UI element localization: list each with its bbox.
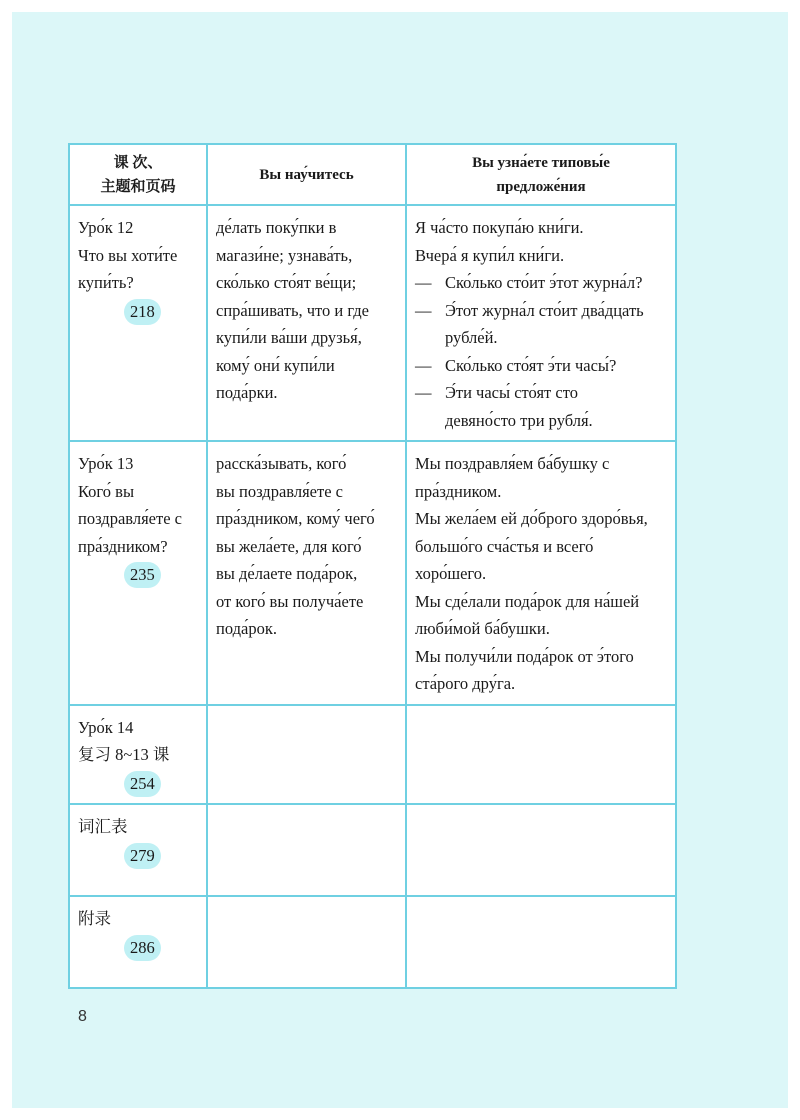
lesson-cell <box>69 205 207 441</box>
table-row <box>69 705 676 805</box>
lesson-title-line: пра́здником? <box>78 536 168 556</box>
sentence-text: Э́ти часы́ сто́ят сто <box>445 383 578 402</box>
skill-line: купи́ли ва́ши друзья́, <box>216 328 362 347</box>
skill-line: спра́шивать, что и где <box>216 300 370 320</box>
sentence-line: люби́мой ба́бушки. <box>415 619 550 638</box>
header-lesson-line1: 课 次、 <box>113 154 163 171</box>
header-skills-text: Вы нау́читесь <box>259 166 354 183</box>
header-skills <box>207 144 406 205</box>
skill-line: пода́рки. <box>216 383 278 402</box>
lesson-title-line: купи́ть? <box>78 273 134 292</box>
skills-cell <box>207 205 406 441</box>
header-row <box>69 144 676 205</box>
page-number-badge[interactable]: 235 <box>124 562 161 588</box>
sentences-cell <box>406 896 676 988</box>
skill-line: расска́зывать, кого́ <box>216 454 347 473</box>
sentence-line <box>415 379 667 407</box>
skill-line: вы жела́ете, для кого́ <box>216 536 362 556</box>
table-row <box>69 205 676 441</box>
lesson-cell <box>69 705 207 805</box>
skill-line: де́лать поку́пки в <box>216 218 337 237</box>
skills-cell <box>207 441 406 705</box>
table-row <box>69 896 676 988</box>
skill-line: от кого́ вы получа́ете <box>216 591 364 611</box>
header-lesson <box>69 144 207 205</box>
lesson-title-line: Уро́к 14 <box>78 717 134 737</box>
sentence-line: Вчера́ я купи́л кни́ги. <box>415 245 565 265</box>
sentences-cell <box>406 804 676 896</box>
lesson-title-line: поздравля́ете с <box>78 509 182 528</box>
sentence-line: рубле́й. <box>445 328 498 347</box>
sentences-cell <box>406 705 676 805</box>
sentence-line: Мы сде́лали пода́рок для на́шей <box>415 591 640 611</box>
page-number-badge[interactable]: 286 <box>124 935 161 961</box>
lesson-title-line: Кого́ вы <box>78 481 135 501</box>
page-number-badge[interactable]: 279 <box>124 843 161 869</box>
skill-line: вы поздравля́ете с <box>216 481 343 501</box>
lesson-title-line: 复习 8~13 课 <box>78 745 170 764</box>
sentence-line: Мы поздравля́ем ба́бушку с <box>415 454 610 473</box>
sentence-line: ста́рого дру́га. <box>415 674 516 693</box>
sentence-line: хоро́шего. <box>415 564 487 583</box>
header-sentences <box>406 144 676 205</box>
skill-line: вы де́лаете пода́рок, <box>216 564 358 583</box>
page-number-badge[interactable]: 254 <box>124 771 161 797</box>
contents-table <box>68 143 677 989</box>
sentence-line: Я ча́сто покупа́ю кни́ги. <box>415 218 584 237</box>
skill-line: ско́лько сто́ят ве́щи; <box>216 273 357 292</box>
sentence-line: большо́го сча́стья и всего́ <box>415 536 594 556</box>
lesson-title-line: 词汇表 <box>78 817 128 836</box>
lesson-title-line: 附录 <box>78 909 111 928</box>
lesson-title-line: Уро́к 13 <box>78 454 134 473</box>
skill-line: пра́здником, кому́ чего́ <box>216 509 375 528</box>
header-lesson-line2: 主题和页码 <box>100 178 176 195</box>
sentence-line: Мы жела́ем ей до́брого здоро́вья, <box>415 509 648 528</box>
sentence-line <box>415 297 667 325</box>
page-number-badge[interactable]: 218 <box>124 299 161 325</box>
sentence-line: пра́здником. <box>415 481 502 501</box>
lesson-cell <box>69 441 207 705</box>
sentence-text: Ско́лько сто́ят э́ти часы́? <box>445 355 617 375</box>
sentence-line: девяно́сто три рубля́. <box>445 410 593 430</box>
lesson-cell <box>69 804 207 896</box>
sentence-line <box>415 352 667 380</box>
dialogue-dash: — <box>415 300 432 320</box>
table-row <box>69 804 676 896</box>
sentence-text: Э́тот журна́л сто́ит два́дцать <box>445 300 644 320</box>
dialogue-dash: — <box>415 355 432 375</box>
skills-cell <box>207 896 406 988</box>
dialogue-dash: — <box>415 383 432 402</box>
header-sentences-line2: предложе́ния <box>496 178 586 195</box>
sentence-line: Мы получи́ли пода́рок от э́того <box>415 646 634 666</box>
page-number: 8 <box>78 1008 87 1025</box>
dialogue-dash: — <box>415 273 432 292</box>
table-row <box>69 441 676 705</box>
sentences-cell <box>406 441 676 705</box>
skill-line: магази́не; узнава́ть, <box>216 245 353 265</box>
lesson-title-line: Что вы хоти́те <box>78 245 178 265</box>
lesson-cell <box>69 896 207 988</box>
sentence-line <box>415 269 667 297</box>
header-sentences-line1: Вы узна́ете типовы́е <box>472 154 610 171</box>
sentences-cell <box>406 205 676 441</box>
skill-line: пода́рок. <box>216 619 277 638</box>
skills-cell <box>207 804 406 896</box>
lesson-title-line: Уро́к 12 <box>78 218 134 237</box>
sentence-text: Ско́лько сто́ит э́тот журна́л? <box>445 273 643 292</box>
skill-line: кому́ они́ купи́ли <box>216 355 335 375</box>
skills-cell <box>207 705 406 805</box>
